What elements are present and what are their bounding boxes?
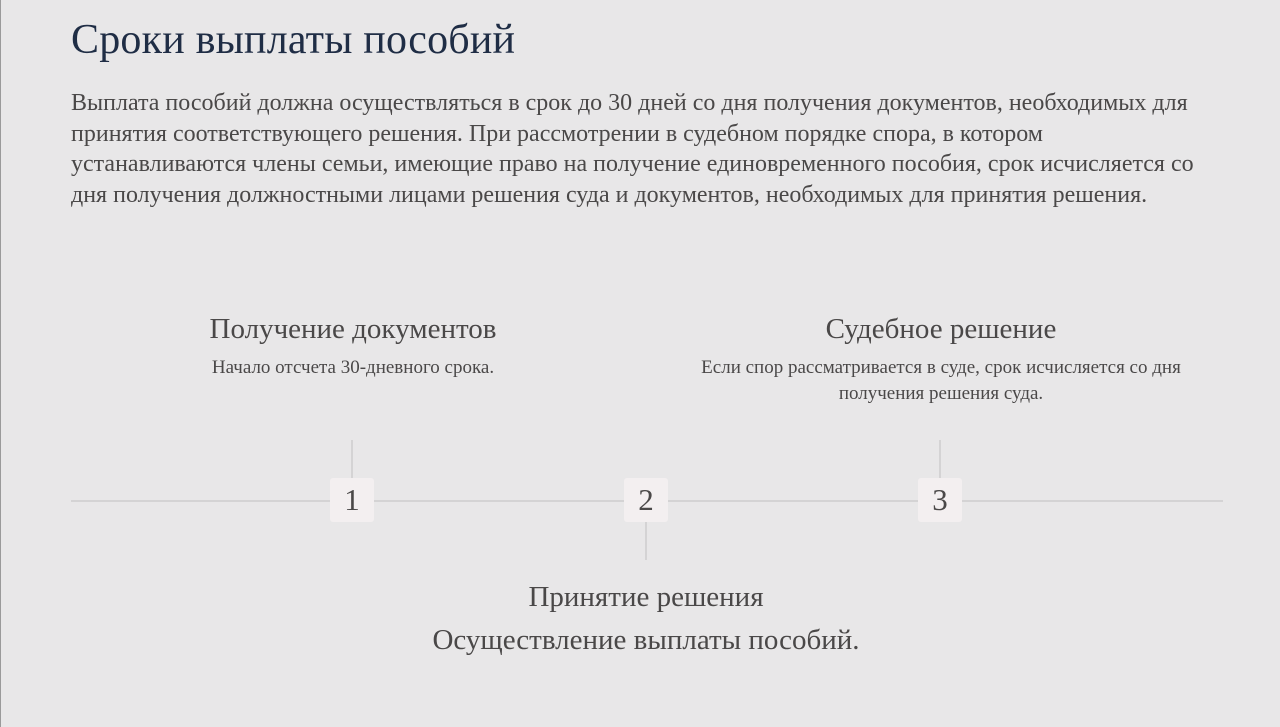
step-3-description: Если спор рассматривается в суде, срок исчисляется со дня получения решения суда. <box>701 357 1181 404</box>
step-3-heading: Судебное решение <box>825 313 1057 345</box>
left-edge-divider <box>0 0 1 727</box>
step-1-heading: Получение документов <box>209 313 497 345</box>
step-1-marker: 1 <box>330 478 374 522</box>
step-2-heading: Принятие решения <box>528 581 764 613</box>
page-title: Сроки выплаты пособий <box>71 17 516 63</box>
step-2-description: Осуществление выплаты пособий. <box>432 624 860 656</box>
step-1-connector <box>351 440 353 478</box>
step-2-connector <box>645 522 647 560</box>
step-2-marker: 2 <box>624 478 668 522</box>
step-1-description: Начало отсчета 30-дневного срока. <box>211 357 495 378</box>
step-3-marker: 3 <box>918 478 962 522</box>
intro-paragraph: Выплата пособий должна осуществляться в срок до 30 дней со дня получения документов, необходимых для принятия соответствующего решения. При рассмотрении в судебном порядке спора, в котором устанавливаются члены семьи, имеющие право на получение единовременного пособия, срок исчисляется со дня получения должностными лицами решения суда и документов, необходимых для принятия решения. <box>71 90 1194 208</box>
step-3-connector <box>939 440 941 478</box>
